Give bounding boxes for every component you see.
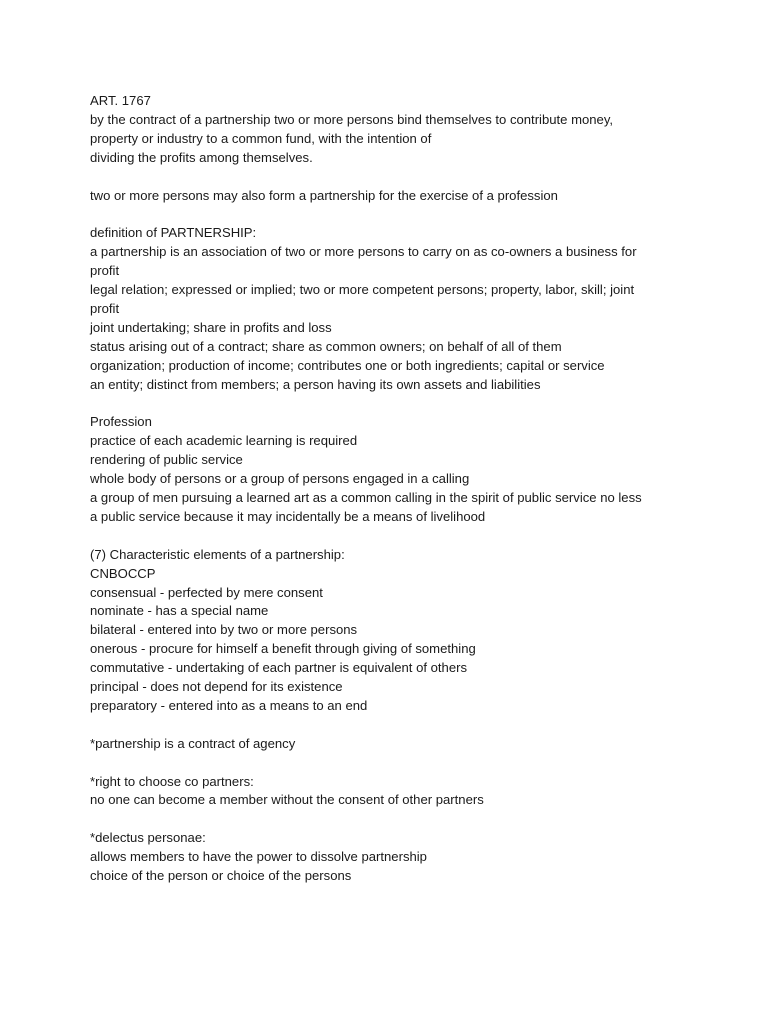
text-line: CNBOCCP [90, 565, 156, 581]
text-line: definition of PARTNERSHIP: [90, 225, 257, 241]
text-line: consensual - perfected by mere consent [90, 584, 323, 600]
text-line: a public service because it may incidentally be a means of livelihood [90, 508, 486, 524]
text-line: rendering of public service [90, 452, 243, 468]
text-line: preparatory - entered into as a means to an end [90, 697, 368, 713]
text-line: allows members to have the power to dissolve partnership [90, 849, 427, 865]
blank-line [90, 394, 680, 413]
text-line: property or industry to a common fund, with the intention of [90, 130, 432, 146]
text-line: legal relation; expressed or implied; two or more competent persons; property, labor, skill; joint [90, 282, 635, 298]
text-line: status arising out of a contract; share as common owners; on behalf of all of them [90, 338, 562, 354]
text-line: organization; production of income; contributes one or both ingredients; capital or service [90, 357, 605, 373]
text-line: bilateral - entered into by two or more persons [90, 622, 358, 638]
blank-line [90, 168, 680, 187]
text-line: a group of men pursuing a learned art as a common calling in the spirit of public service no less [90, 489, 642, 505]
blank-line [90, 754, 680, 773]
text-line: dividing the profits among themselves. [90, 149, 313, 165]
text-line: Profession [90, 414, 152, 430]
text-line: ART. 1767 [90, 93, 151, 108]
text-line: profit [90, 263, 120, 279]
text-line: *delectus personae: [90, 830, 206, 846]
text-line: whole body of persons or a group of persons engaged in a calling [90, 471, 470, 487]
text-line: (7) Characteristic elements of a partnership: [90, 546, 345, 562]
text-line: onerous - procure for himself a benefit through giving of something [90, 641, 476, 657]
text-line: two or more persons may also form a partnership for the exercise of a profession [90, 187, 558, 203]
text-line: joint undertaking; share in profits and loss [90, 319, 332, 335]
blank-line [90, 810, 680, 829]
text-line: nominate - has a special name [90, 603, 269, 619]
text-line: *partnership is a contract of agency [90, 735, 296, 751]
document-body [90, 92, 680, 886]
text-line: *right to choose co partners: [90, 773, 254, 789]
blank-line [90, 205, 680, 224]
text-line: profit [90, 300, 120, 316]
text-line: practice of each academic learning is required [90, 433, 358, 449]
blank-line [90, 527, 680, 546]
text-line: commutative - undertaking of each partner is equivalent of others [90, 660, 468, 676]
text-line: an entity; distinct from members; a person having its own assets and liabilities [90, 376, 541, 392]
text-line: principal - does not depend for its existence [90, 679, 343, 695]
text-line: a partnership is an association of two or more persons to carry on as co-owners a business for [90, 244, 637, 260]
blank-line [90, 716, 680, 735]
text-line: no one can become a member without the consent of other partners [90, 792, 484, 808]
text-line: choice of the person or choice of the persons [90, 868, 352, 884]
text-line: by the contract of a partnership two or more persons bind themselves to contribute money, [90, 111, 614, 127]
